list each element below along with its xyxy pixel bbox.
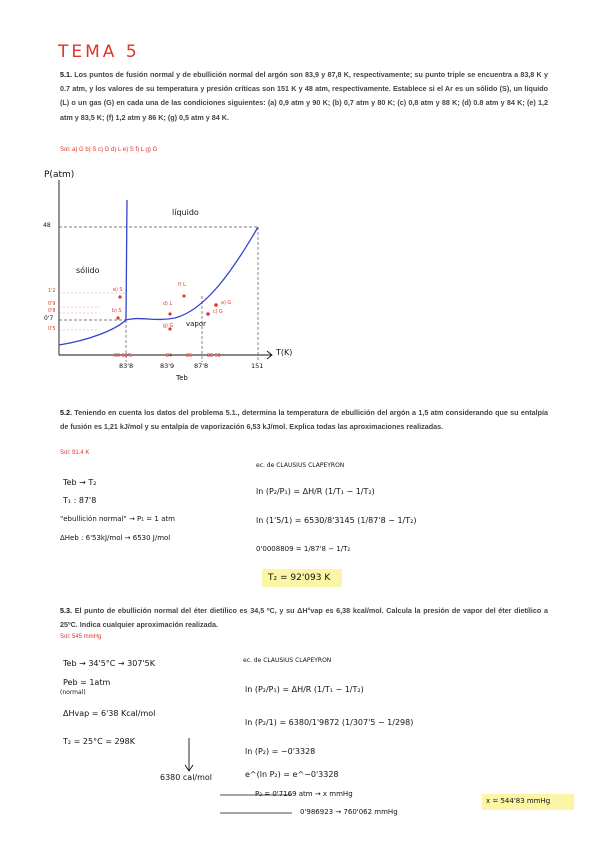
tick-12: 1'2: [48, 289, 56, 294]
hw-line: 6380 cal/mol: [160, 773, 213, 782]
label-point-a: a) G: [221, 301, 232, 306]
solution-5-3: Sol: 545 mmHg: [60, 634, 102, 640]
hw-equation: ln (1'5/1) = 6530/8'3145 (1/87'8 − 1/T₂): [256, 516, 417, 525]
tick-08: 0'8: [48, 309, 56, 314]
hw-line: Teb → T₂: [63, 478, 97, 487]
tick-88-90: 88 90: [207, 354, 221, 359]
tick-05: 0'5: [48, 327, 56, 332]
problem-number: 5.2.: [60, 408, 72, 417]
x-axis-label: T(K): [276, 348, 293, 357]
hw-line: ΔHeb : 6'53kJ/mol → 6530 J/mol: [60, 534, 171, 542]
page-title: TEMA 5: [58, 42, 140, 62]
label-point-b: b) S: [112, 309, 122, 314]
hw-line: (normal): [60, 689, 86, 696]
hw-equation: P₂ = 0'7169 atm → x mmHg: [255, 790, 353, 798]
label-teb: Teb: [176, 374, 188, 382]
hw-equation: 0'0008809 = 1/87'8 − 1/T₂: [256, 545, 351, 553]
label-point-e: e) S: [113, 288, 123, 293]
hw-line: T₂ = 25°C = 298K: [63, 737, 135, 746]
solution-5-2: Sol: 91.4 K: [60, 450, 90, 456]
tick-86: 86: [186, 354, 193, 359]
hw-line: T₁ : 87'8: [63, 496, 97, 505]
hw-result: x = 544'83 mmHg: [486, 797, 551, 805]
tick-84: 84: [166, 354, 173, 359]
label-point-c: c) G: [213, 310, 223, 315]
hw-equation: ln (P₂) = −0'3328: [245, 747, 316, 756]
problem-text: Teniendo en cuenta los datos del problema 5.1., determina la temperatura de ebullición del argón a 1,5 atm considerando que su entalpía de fusión es 1,21 kJ/mol y su entalpía de vaporización 6,53 kJ/mol. Explica todas las aproximaciones realizadas.: [60, 408, 548, 432]
solution-5-1: Sol: a) G b) S c) G d) L e) S f) L g) G: [60, 147, 158, 153]
problem-number: 5.1.: [60, 70, 72, 79]
hw-equation: e^(ln P₂) = e^−0'3328: [245, 770, 339, 779]
tick-07: 0'7: [44, 315, 54, 322]
tick-839: 83'9: [160, 362, 175, 370]
tick-878: 87'8: [194, 362, 209, 370]
tick-838: 83'8: [119, 362, 134, 370]
label-liquid: líquido: [172, 208, 199, 217]
label-point-d: d) L: [163, 302, 173, 307]
hw-line: ΔHvap = 6'38 Kcal/mol: [63, 709, 156, 718]
hw-equation: ln (P₂/P₁) = ΔH/R (1/T₁ − 1/T₂): [245, 685, 364, 694]
hw-equation-title: ec. de CLAUSIUS CLAPEYRON: [256, 462, 345, 469]
hw-equation: 0'986923 → 760'062 mmHg: [300, 808, 398, 816]
label-point-g: g) G: [163, 324, 174, 329]
tick-48: 48: [43, 222, 51, 229]
tick-80-835: 80 83'5: [114, 354, 133, 359]
hw-equation: ln (P₂/1) = 6380/1'9872 (1/307'5 − 1/298): [245, 718, 414, 727]
hw-line: Peb = 1atm: [63, 678, 111, 687]
hw-equation: ln (P₂/P₁) = ΔH/R (1/T₁ − 1/T₂): [256, 487, 375, 496]
tick-09: 0'9: [48, 302, 56, 307]
label-solid: sólido: [76, 266, 100, 275]
hw-result: T₂ = 92'093 K: [268, 573, 331, 583]
label-point-f: f) L: [178, 283, 186, 288]
label-vapor: vapor: [186, 320, 207, 328]
problem-number: 5.3.: [60, 606, 72, 615]
y-axis-label: P(atm): [44, 170, 75, 180]
hw-equation-title: ec. de CLAUSIUS CLAPEYRON: [243, 657, 332, 664]
problem-text: Los puntos de fusión normal y de ebullición normal del argón son 83,9 y 87,8 K, respectivamente; su punto triple se encuentra a 83,8 K y 0.7 atm, y los valores de su temperatura y presión críticas son 151 K y 48 atm, respectivamente. Establece si el Ar es un sólido (S), un líquido (L) o un gas (G) en cada una de las condiciones siguientes: (a) 0,9 atm y 90 K; (b) 0,7 atm y 80 K; (c) 0,8 atm y 88 K; (d) 0.8 atm y 84 K; (e) 1,2 atm y 83,5 K; (f) 1,2 atm y 86 K; (g) 0,5 atm y 84 K.: [60, 70, 549, 122]
hw-line: Teb → 34'5°C → 307'5K: [63, 659, 155, 668]
hw-line: "ebullición normal" → P₁ = 1 atm: [60, 515, 175, 523]
tick-151: 151: [251, 362, 264, 370]
problem-text: El punto de ebullición normal del éter dietílico es 34,5 ºC, y su ΔH°vap es 6,38 kcal/mol. Calcula la presión de vapor del éter dietílico a 25ºC. Indica cualquier aproximación realizada.: [60, 606, 548, 630]
